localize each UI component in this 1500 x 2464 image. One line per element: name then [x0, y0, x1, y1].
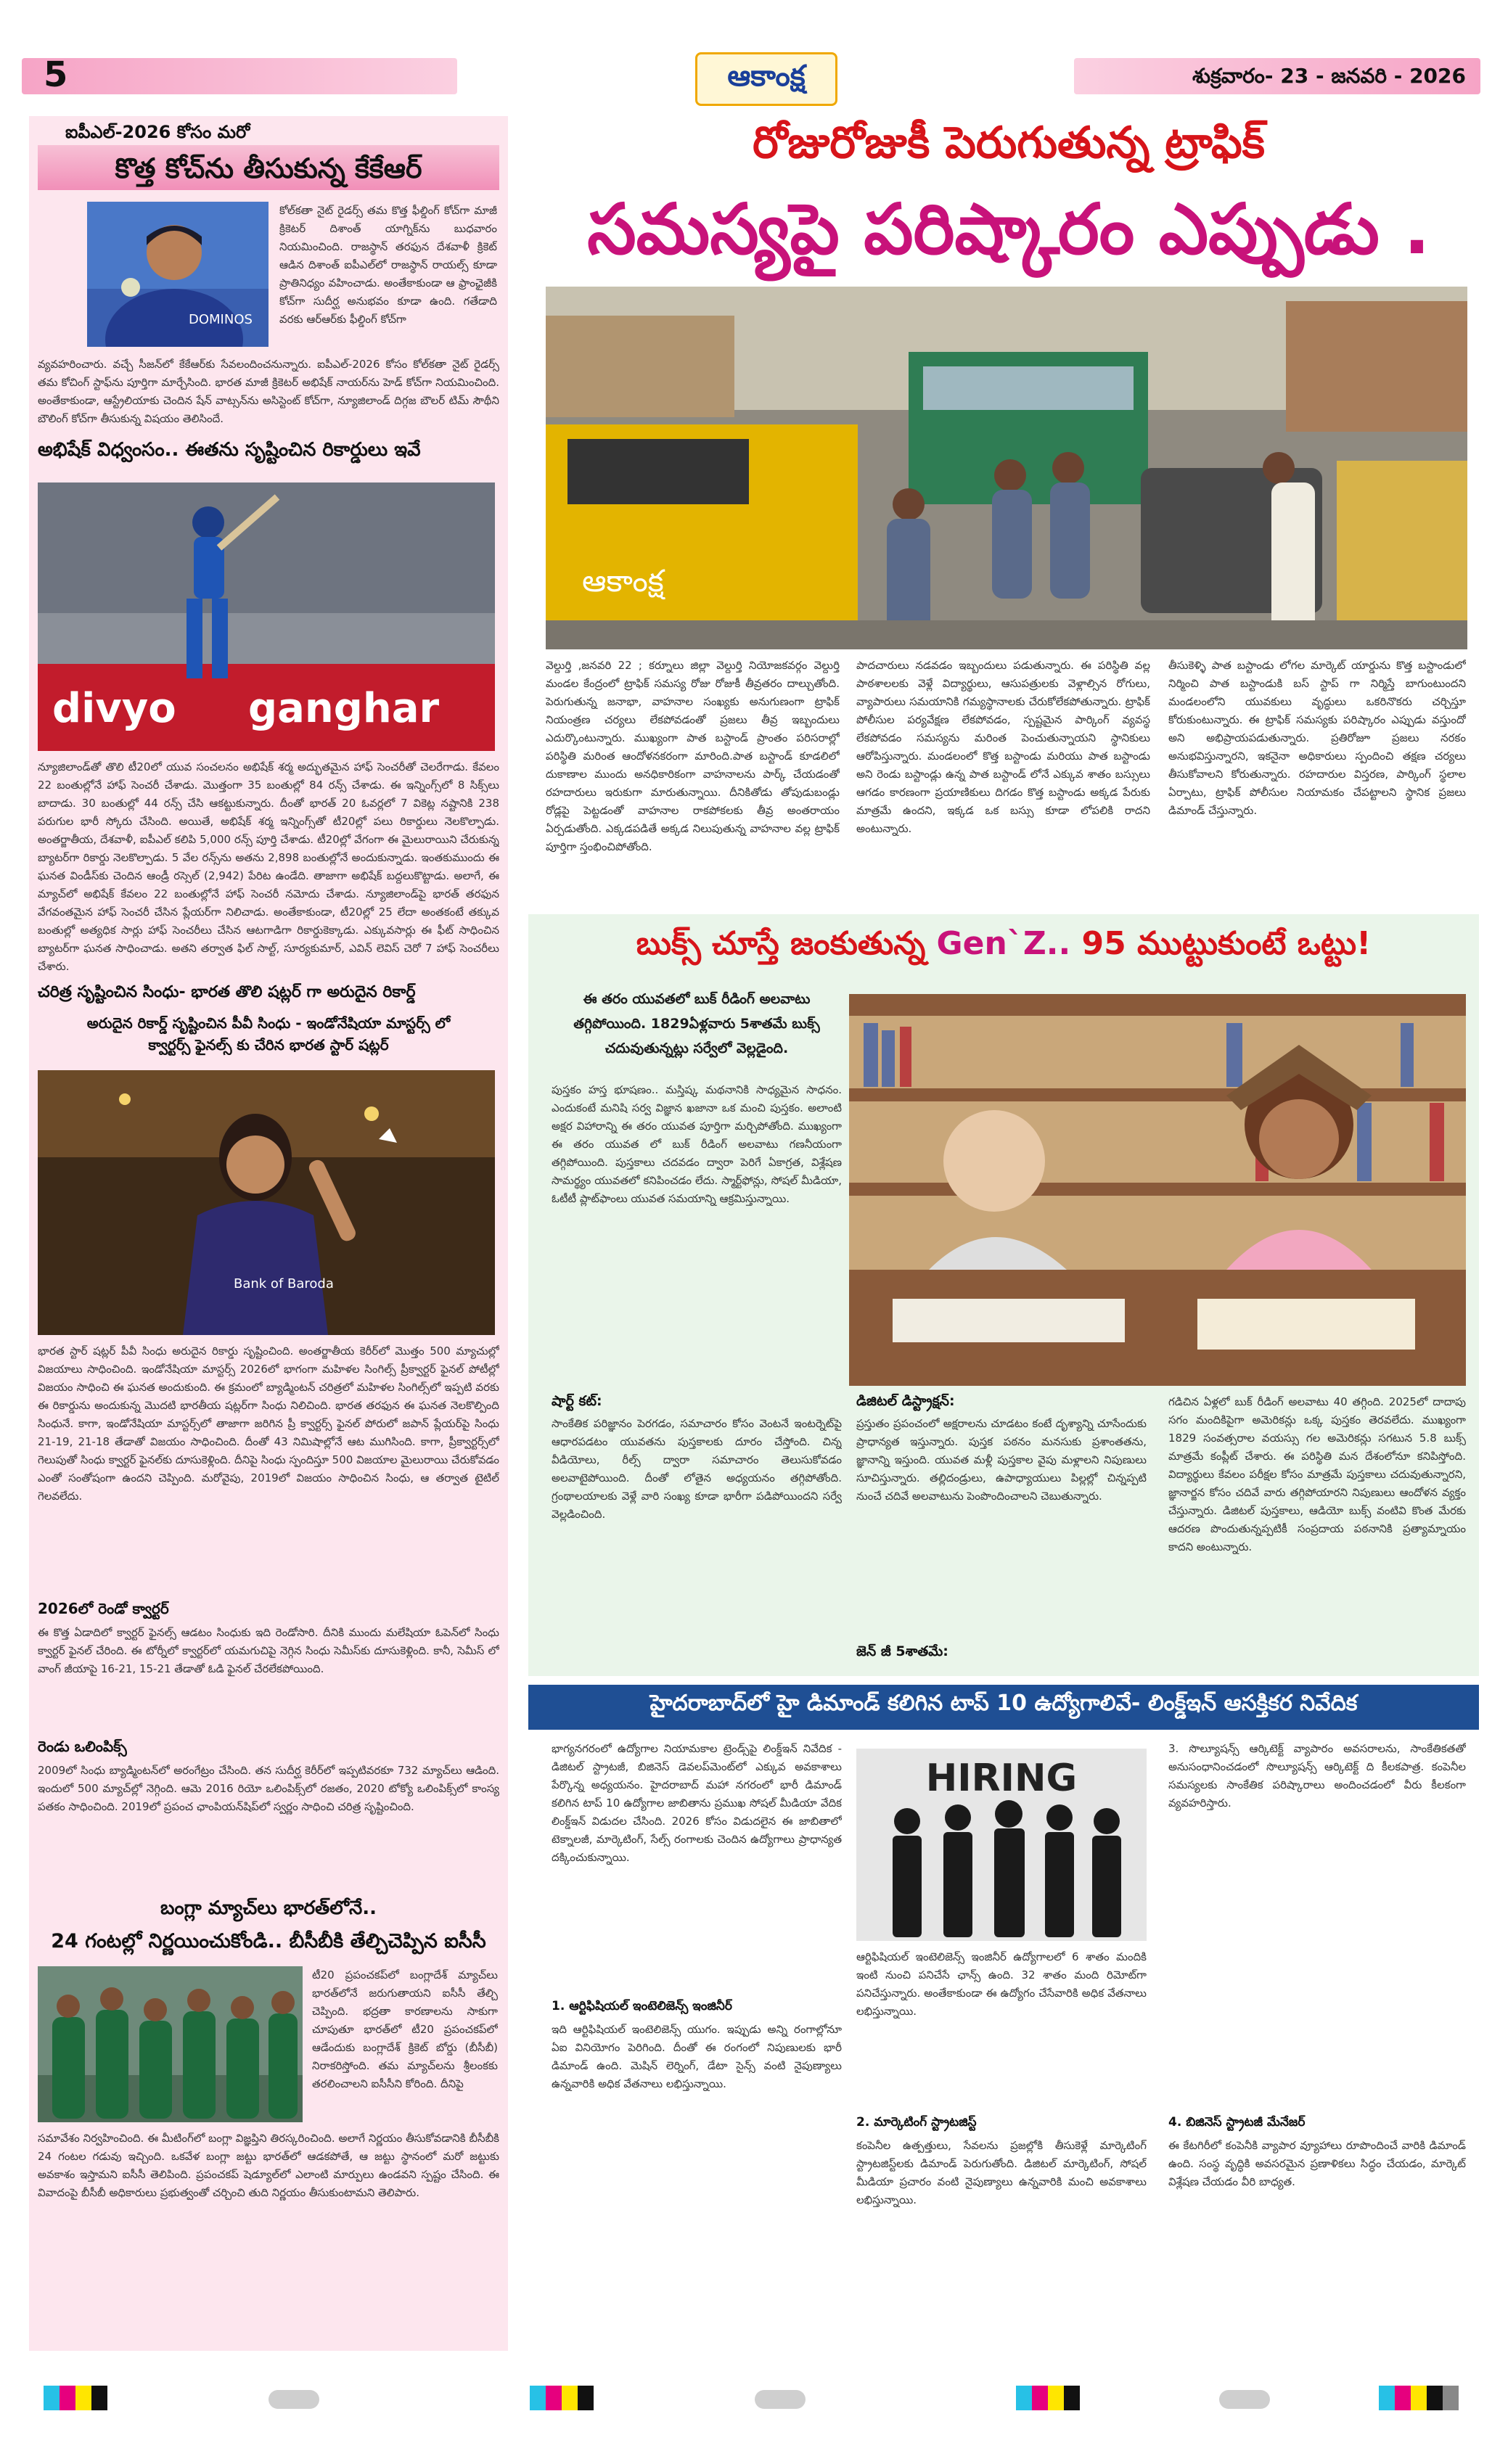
genz-student-photo [849, 994, 1466, 1386]
traffic-headline-top: రోజురోజుకీ పెరుగుతున్న ట్రాఫిక్ [753, 118, 1265, 168]
page-number-ribbon [22, 58, 457, 94]
genz-subhead-digital: డిజిటల్ డిస్ట్రాక్షన్: [856, 1393, 955, 1409]
kkr-coach-photo [87, 202, 269, 347]
genz-body: పుస్తకం హస్త భూషణం.. మస్తిష్క మథనానికి సాధ్యమైన సాధనం. ఎందుకంటే మనిషి సర్వ విజ్ఞాన ఖజానా ఒక మంచి పుస్తకం. అలాంటి అక్షర విహారాన్ని ఈ తరం యువత పూర్తిగా మర్చిపోతోంది. ముఖ్యంగా ఈ తరం యువత లో బుక్ రీడింగ్ అలవాటు గణనీయంగా తగ్గిపోయింది. పుస్తకాలు చదవడం ద్వారా పెరిగే ఏకాగ్రత, విశ్లేషణ సామర్థ్యం యువతలో కనిపించడం లేదు. స్మార్ట్‌ఫోన్లు, సోషల్ మీడియా, ఓటీటీ ప్లాట్‌ఫాంలు యువత సమయాన్ని ఆక్రమిస్తున్నాయి. [552, 1083, 842, 1205]
registration-pill-2 [755, 2390, 806, 2409]
genz-headline-part-1: బుక్స్ చూస్తే జంకుతున్న [636, 925, 937, 962]
issue-date: శుక్రవారం- 23 - జనవరి - 2026 [1192, 64, 1466, 88]
traffic-photo [546, 287, 1467, 649]
kkr-para1: కోల్‌కతా నైట్ రైడర్స్ తమ కొత్త ఫీల్డింగ్ కోచ్‌గా మాజీ క్రికెటర్ దిశాంత్ యాగ్నిక్‌ను బుధవారం నియమించింది. రాజస్థాన్ తరఫున దేశవాళీ క్రికెట్ ఆడిన దిశాంత్ ఐపీఎల్‌లో రాజస్థాన్ రాయల్స్ కూడా ప్రాతినిధ్యం వహించాడు. అంతేకాకుండా ఆ ఫ్రాంఛైజీకి కోచ్‌గా సుదీర్ఘ అనుభవం కూడా ఉంది. గతేడాది వరకు ఆర్ఆర్‌కు ఫీల్డింగ్ కోచ్‌గా [279, 204, 497, 326]
abhishek-batting-photo [38, 482, 495, 751]
color-registration-bar-2 [530, 2386, 594, 2410]
kkr-kicker: ఐపీఎల్-2026 కోసం మరో [65, 122, 250, 142]
genz-headline-part-3: 95 ముట్టుకుంటే ఒట్టు! [1070, 925, 1372, 962]
abhishek-body: న్యూజిలాండ్‌తో తొలి టీ20లో యువ సంచలనం అభిషేక్ శర్మ అద్భుతమైన హాఫ్ సెంచరీతో చెలరేగాడు. కేవలం 22 బంతుల్లోనే హాఫ్ సెంచరీ చేశాడు. మొత్తంగా 35 బంతుల్లో 84 రన్స్ చేశాడు. ఈ ఇన్నింగ్స్‌లో 8 సిక్స్‌లు బాదాడు. 30 బంతుల్లో 44 రన్స్ చేసి ఆకట్టుకున్నారు. దీంతో భారత్ 20 ఓవర్లలో 7 వికెట్ల నష్టానికి 238 పరుగుల భారీ స్కోరు చేసింది. అయితే, అభిషేక్ శర్మ ఇన్నింగ్స్‌తో టీ20ల్లో పలు రికార్డులు నెలకొల్పాడు. అంతర్జాతీయ, దేశవాళీ, ఐపీఎల్ కలిపి 5,000 రన్స్ పూర్తి చేశాడు. టీ20ల్లో వేగంగా ఈ మైలురాయిని చేరుకున్న బ్యాటర్‌గా రికార్డు నెలకొల్పాడు. 5 వేల రన్స్‌ను అతను 2,898 బంతుల్లోనే అందుకున్నాడు. ఇంతకుముందు ఈ ఘనత విండీస్‌కు చెందిన ఆండ్రీ రస్సెల్ (2,942) పేరిట ఉండేది. తాజాగా అభిషేక్ బద్దలుకొట్టాడు. అలాగే, ఈ మ్యాచ్‌లో అభిషేక్ కేవలం 22 బంతుల్లోనే హాఫ్ సెంచరీ నమోదు చేశాడు. న్యూజిలాండ్‌పై భారత్ తరఫున వేగవంతమైన హాఫ్ సెంచరీ చేసిన ప్లేయర్‌గా నిలిచాడు. అంతేకాకుండా, టీ20ల్లో 25 లేదా అంతకంటే తక్కువ బంతుల్లో అత్యధిక సార్లు హాఫ్ సెంచరీలు చేసిన ఆటగాడిగా రికార్డుకెక్కాడు. ఎక్కువసార్లు ఈ ఫీట్ సాధించిన బ్యాటర్‌గా ఘనత సాధించాడు. అతని తర్వాత ఫిల్ సాల్ట్, సూర్యకుమార్, ఎవిన్ లెవిస్ చెరో 7 హాఫ్ సెంచరీలు చేశారు. [38, 760, 499, 973]
abhishek-headline: అభిషేక్ విధ్వంసం.. ఈతను సృష్టించిన రికార్డులు ఇవే [38, 439, 421, 461]
genz-subhead-5percent: జెన్ జీ 5శాతమే: [856, 1643, 948, 1659]
bangladesh-team-photo [38, 1966, 303, 2122]
jobs-col-1: భాగ్యనగరంలో ఉద్యోగాల నియామకాల ట్రెండ్స్‌పై లింక్డ్ఇన్ నివేదిక - డిజిటల్ స్ట్రాటజీ, బిజినెస్ డెవలప్‌మెంట్‌లో ఎక్కువ అవకాశాలు పేర్కొన్న అధ్యయనం. హైదరాబాద్ మహా నగరంలో భారీ డిమాండ్ కలిగిన టాప్ 10 ఉద్యోగాల జాబితాను ప్రముఖ సోషల్ మీడియా వేదిక లింక్డ్ఇన్ విడుదల చేసింది. 2026 కోసం విడుదలైన ఈ జాబితాలో టెక్నాలజీ, మార్కెటింగ్, సేల్స్ రంగాలకు చెందిన ఉద్యోగాలు ప్రాధాన్యత దక్కించుకున్నాయి. [552, 1742, 842, 1864]
sindhu-body-3: 2009లో సింధు బ్యాడ్మింటన్‌లో అరంగేట్రం చేసింది. తన సుదీర్ఘ కెరీర్‌లో ఇప్పటివరకూ 732 మ్యాచ్‌లు ఆడింది. ఇందులో 500 మ్యాచ్‌ల్లో నెగ్గింది. ఆమె 2016 రియో ఒలింపిక్స్‌లో రజతం, 2020 టోక్యో ఒలింపిక్స్‌లో కాంస్య పతకం సాధించింది. 2019లో ప్రపంచ ఛాంపియన్‌షిప్‌లో స్వర్ణం సాధించి చరిత్ర సృష్టించింది. [38, 1764, 499, 1813]
logo-text: ఆకాంక్ష [727, 59, 806, 93]
jobs-col-2b: కంపెనీల ఉత్పత్తులు, సేవలను ప్రజల్లోకి తీసుకెళ్లే మార్కెటింగ్ స్ట్రాటజిస్ట్‌లకు డిమాండ్ పెరుగుతోంది. డిజిటల్ మార్కెటింగ్, సోషల్ మీడియా ప్రచారం వంటి నైపుణ్యాలు ఉన్నవారికి మంచి అవకాశాలు లభిస్తున్నాయి. [856, 2139, 1147, 2206]
sindhu-subhead-2: క్వార్టర్స్ ఫైనల్స్ కు చేరిన భారత స్టార్ షట్లర్ [148, 1036, 389, 1054]
color-registration-bar-1 [44, 2386, 107, 2410]
registration-pill-3 [1219, 2390, 1270, 2409]
sindhu-subhead-1: అరుదైన రికార్డ్ సృష్టించిన పీవీ సింధు - ఇండోనేషియా మాస్టర్స్ లో [86, 1014, 451, 1032]
jobs-col-3: 3. సొల్యూషన్స్ ఆర్కిటెక్ట్ వ్యాపారం అవసరాలను, సాంకేతికతతో అనుసంధానించడంలో సొల్యూషన్స్ ఆర్కిటెక్ట్ ది కీలకపాత్ర. కంపెనీల సమస్యలకు సాంకేతిక పరిష్కారాలు అందించడంలో వీరు కీలకంగా వ్యవహరిస్తారు. [1168, 1742, 1466, 1810]
color-registration-bar-4 [1379, 2386, 1459, 2410]
abhishek-photo-text-2: ganghar [248, 685, 440, 732]
jobs-item-2: 2. మార్కెటింగ్ స్ట్రాటజిస్ట్ [856, 2115, 977, 2130]
sindhu-headline: చరిత్ర సృష్టించిన సింధు- భారత తొలి షట్లర్ గా అరుదైన రికార్డ్ [38, 983, 416, 1001]
kkr-headline: కొత్త కోచ్‌ను తీసుకున్న కేకేఆర్ [115, 152, 422, 184]
sindhu-body-2: ఈ కొత్త ఏడాదిలో క్వార్టర్ ఫైనల్స్ ఆడటం సింధుకు ఇది రెండోసారి. దీనికి ముందు మలేషియా ఓపెన్‌లో సింధు క్వార్టర్ ఫైనల్ చేరింది. ఈ టోర్నీలో క్వార్టర్‌లో యమగుచిపై నెగ్గిన సింధు సెమీస్‌కు దూసుకెళ్లింది. కానీ, సెమీస్ లో వాంగ్ జీయాపై 16-21, 15-21 తేడాతో ఓడి ఫైనల్ చేరలేకపోయింది. [38, 1626, 499, 1675]
bangladesh-headline: 24 గంటల్లో నిర్ణయించుకోండి.. బీసీబీకి తేల్చిచెప్పిన ఐసీసీ [51, 1930, 486, 1952]
hiring-image-text: HIRING [925, 1757, 1078, 1800]
traffic-headline-main: సమస్యపై పరిష్కారం ఎప్పుడు . [587, 189, 1430, 270]
abhishek-photo-text-1: divyo [52, 685, 176, 732]
kkr-photo-text: DOMINOS [189, 312, 253, 327]
jobs-headline: హైదరాబాద్‌లో హై డిమాండ్ కలిగిన టాప్ 10 ఉద్యోగాలివే- లింక్డ్ఇన్ ఆసక్తికర నివేదిక [649, 1691, 1358, 1716]
jobs-item-1: 1. ఆర్టిఫిషియల్ ఇంటెలిజెన్స్ ఇంజినీర్ [552, 1999, 732, 2013]
jobs-col-1b: ఇది ఆర్టిఫిషియల్ ఇంటెలిజెన్స్ యుగం. ఇప్పుడు అన్ని రంగాల్లోనూ ఏఐ వినియోగం పెరిగింది. దీంతో ఈ రంగంలో నిపుణులకు భారీ డిమాండ్ ఉంది. మెషిన్ లెర్నింగ్, డేటా సైన్స్ వంటి నైపుణ్యాలు ఉన్నవారికి అధిక వేతనాలు లభిస్తున్నాయి. [552, 2023, 842, 2090]
sindhu-body: భారత స్టార్ షట్లర్ పీవీ సింధు అరుదైన రికార్డు సృష్టించింది. అంతర్జాతీయ కెరీర్‌లో మొత్తం 500 మ్యాచుల్లో విజయాలు సాధించింది. ఇండోనేషియా మాస్టర్స్ 2026లో భాగంగా మహిళల సింగిల్స్ ప్రీక్వార్టర్ ఫైనల్ పోటీల్లో విజయం సాధించి ఈ ఘనత అందుకుంది. ఈ క్రమంలో బ్యాడ్మింటన్ చరిత్రలో మహిళల సింగిల్స్‌లో ఇప్పటి వరకు ఈ రికార్డును అందుకున్న మొదటి భారతీయ షట్లర్‌గా సింధు నిలిచింది. భారత తరఫున ఈ ఘనత నెలకొల్పింది సింధునే. కాగా, ఇండోనేషియా మాస్టర్స్‌లో తాజాగా జరిగిన ప్రీ క్వార్టర్స్ ఫైనల్ పోరులో జపాన్ ప్లేయర్‌పై సింధు 21-19, 21-18 తేడాతో విజయం సాధించింది. దీంతో 43 నిమిషాల్లోనే ఆట ముగిసింది. కాగా, ప్రీక్వార్టర్స్‌లో గెలుపుతో సింధు క్వార్టర్ ఫైనల్‌కు దూసుకెళ్లింది. దీనిపై సింధు స్పందిస్తూ 500 విజయాల మైలురాయి చేరుకోవడం ఎంతో సంతోషంగా ఉందని చెప్పింది. మరోవైపు, 2019లో విజయం సాధించిన సింధు, ఆ తర్వాత టైటిల్ గెలవలేదు. [38, 1344, 499, 1503]
genz-headline [528, 925, 1479, 970]
traffic-col-2: పాదచారులు నడవడం ఇబ్బందులు పడుతున్నారు. ఈ పరిస్థితి వల్ల పాఠశాలలకు వెళ్లే విద్యార్థులు, ఆసుపత్రులకు వెళ్లాల్సిన రోగులు, వ్యాపారులు సమయానికి గమ్యస్థానాలకు చేరుకోలేకపోతున్నారు. ట్రాఫిక్ పోలీసుల పర్యవేక్షణ లేకపోవడం, స్పష్టమైన పార్కింగ్ వ్యవస్థ లేకపోవడం సమస్యను మరింత పెంచుతున్నాయని స్థానికులు ఆరోపిస్తున్నారు. మండలంలో కొత్త బస్టాండు మరియు పాత బస్టాండు అని రెండు బస్టాండ్లు ఉన్న పాత బస్టాండ్ లోనే ఎక్కువ శాతం బస్సులు ఆగడం కారణంగా ప్రయాణికులు దిగడం కొత్త బస్టాండు అక్కడ పేరుకు మాత్రమే ఉందని, ఇక్కడ ఒక బస్సు కూడా లోపలికి రాదని అంటున్నారు. [856, 659, 1150, 835]
bangladesh-kicker: బంగ్లా మ్యాచ్‌లు భారత్‌లోనే.. [160, 1897, 377, 1919]
sindhu-photo-text: Bank of Baroda [234, 1276, 334, 1291]
genz-body-3: ప్రస్తుతం ప్రపంచంలో అక్షరాలను చూడటం కంటే దృశ్యాన్ని చూసేందుకు ప్రాధాన్యత ఇస్తున్నారు. పుస్తక పఠనం మనసుకు ప్రశాంతతను, జ్ఞానాన్ని ఇస్తుంది. యువత మళ్లీ పుస్తకాల వైపు మళ్లాలని నిపుణులు సూచిస్తున్నారు. తల్లిదండ్రులు, ఉపాధ్యాయులు పిల్లల్లో చిన్నప్పటి నుంచే చదివే అలవాటును పెంపొందించాలని చెబుతున్నారు. [856, 1417, 1147, 1503]
sindhu-subheading: 2026లో రెండో క్వార్టర్ [38, 1600, 169, 1617]
genz-lead: ఈ తరం యువతలో బుక్ రీడింగ్ అలవాటు తగ్గిపోయింది. 1829ఏళ్లవారు 5శాతమే బుక్స్ చదువుతున్నట్లు సర్వేలో వెల్లడైంది. [573, 991, 820, 1056]
registration-pill-1 [269, 2390, 319, 2409]
kkr-para2: వ్యవహరించారు. వచ్చే సీజన్‌లో కేకేఆర్‌కు సేవలందించనున్నారు. ఐపీఎల్-2026 కోసం కోల్‌కతా నైట్ రైడర్స్ తమ కోచింగ్ స్టాఫ్‌ను పూర్తిగా మార్చేసింది. భారత మాజీ క్రికెటర్ అభిషేక్ నాయర్‌ను హెడ్ కోచ్‌గా నియమించింది. అంతేకాకుండా, ఆస్ట్రేలియాకు చెందిన షేన్ వాట్సన్‌ను అసిస్టెంట్ కోచ్‌గా, న్యూజిలాండ్ దిగ్గజ బౌలర్ టిమ్ సౌథీని బౌలింగ్ కోచ్‌గా తీసుకున్న విషయం తెలిసిందే. [38, 358, 499, 425]
genz-body-2: సాంకేతిక పరిజ్ఞానం పెరగడం, సమాచారం కోసం వెంటనే ఇంటర్నెట్‌పై ఆధారపడటం యువతను పుస్తకాలకు దూరం చేస్తోంది. చిన్న వీడియోలు, రీల్స్ ద్వారా సమాచారం తెలుసుకోవడం అలవాటైపోయింది. దీంతో లోతైన అధ్యయనం తగ్గిపోతోంది. గ్రంథాలయాలకు వెళ్లే వారి సంఖ్య కూడా భారీగా పడిపోయిందని సర్వే వెల్లడించింది. [552, 1417, 842, 1521]
traffic-col-1: వెల్దుర్తి ,జనవరి 22 ; కర్నూలు జిల్లా వెల్దుర్తి నియోజకవర్గం వెల్దుర్తి మండల కేంద్రంలో ట్రాఫిక్ సమస్య రోజు రోజుకీ తీవ్రతరం దాల్చుతోంది. పెరుగుతున్న జనాభా, వాహనాల సంఖ్యకు అనుగుణంగా ట్రాఫిక్ నియంత్రణ చర్యలు లేకపోవడంతో ప్రజలు తీవ్ర ఇబ్బందులు ఎదుర్కొంటున్నారు. ముఖ్యంగా పాత బస్టాండ్ ప్రాంతం పరిసరాల్లో పరిస్థితి మరింత ఆందోళనకరంగా మారింది.పాత బస్టాండ్ కూడలిలో దుకాణాల ముందు అనధికారికంగా వాహనాలను పార్క్ చేయడంతో రహదారులు ఇరుకుగా మారుతున్నాయి. దీనికితోడు తోపుడుబండ్లు రోడ్లపై పెట్టడంతో వాహనాల రాకపోకలకు తీవ్ర అంతరాయం ఏర్పడుతోంది. ఎక్కడపడితే అక్కడ నిలుపుతున్న వాహనాల వల్ల ట్రాఫిక్ పూర్తిగా స్తంభించిపోతోంది. [546, 659, 840, 853]
color-registration-bar-3 [1016, 2386, 1080, 2410]
page-header [0, 0, 1500, 109]
svg-text:ఆకాంక్ష: ఆకాంక్ష [582, 563, 664, 599]
traffic-col-3: తీసుకెళ్ళి పాత బస్టాండు లోగల మార్కెట్ యార్డును కొత్త బస్టాండులో నిర్మించి పాత బస్టాండుకి బస్ స్టాప్ గా నిర్మిస్తే బాగుంటుందని మండలంలోని యువకులు వృద్ధులు ఒకరినొకరు చర్చిస్తూ కోరుకుంటున్నారు. ఈ ట్రాఫిక్ సమస్యకు పరిష్కారం ఎప్పుడు వస్తుందో అని అభిప్రాయపడుతున్నారు. ప్రతిరోజూ ప్రజలు నరకం అనుభవిస్తున్నారని, ఇకనైనా అధికారులు స్పందించి తక్షణ చర్యలు తీసుకోవాలని కోరుతున్నారు. రహదారుల విస్తరణ, పార్కింగ్ స్థలాల ఏర్పాటు, ట్రాఫిక్ పోలీసుల నియామకం చేపట్టాలని స్థానిక ప్రజలు డిమాండ్ చేస్తున్నారు. [1168, 659, 1466, 817]
sindhu-subheading-2: రెండు ఒలింపిక్స్ [38, 1738, 127, 1755]
jobs-col-2: ఆర్టిఫిషియల్ ఇంటెలిజెన్స్ ఇంజినీర్ ఉద్యోగాలలో 6 శాతం మందికి ఇంటి నుంచి పనిచేసే ఛాన్స్ ఉంది. 32 శాతం మంది రిమోట్‌గా పనిచేస్తున్నారు. అంతేకాకుండా ఈ ఉద్యోగం చేసేవారికి అధిక వేతనాలు లభిస్తున్నాయి. [856, 1950, 1147, 2018]
jobs-item-4: 4. బిజినెస్ స్ట్రాటజీ మేనేజర్ [1168, 2115, 1306, 2130]
sindhu-photo [38, 1070, 495, 1335]
bangladesh-para2: సమావేశం నిర్వహించింది. ఈ మీటింగ్‌లో బంగ్లా విజ్ఞప్తిని తిరస్కరించింది. అలాగే నిర్ణయం తీసుకోవడానికి బీసీబీకి 24 గంటల గడువు ఇచ్చింది. ఒకవేళ బంగ్లా జట్టు భారత్‌లో ఆడకపోతే, ఆ జట్టు స్థానంలో మరో జట్టుకు అవకాశం ఇస్తామని ఐసీసీ తెలిపింది. ప్రపంచకప్ షెడ్యూల్‌లో ఎలాంటి మార్పులు ఉండవని స్పష్టం చేసింది. ఈ వివాదంపై బీసీబీ అధికారులు ప్రభుత్వంతో చర్చించి తుది నిర్ణయం తీసుకుంటామని తెలిపారు. [38, 2132, 499, 2199]
bangladesh-para1: టీ20 ప్రపంచకప్‌లో బంగ్లాదేశ్ మ్యాచ్‌లు భారత్‌లోనే జరుగుతాయని ఐసీసీ తేల్చి చెప్పింది. భద్రతా కారణాలను సాకుగా చూపుతూ భారత్‌లో టీ20 ప్రపంచకప్‌లో ఆడేందుకు బంగ్లాదేశ్ క్రికెట్ బోర్డు (బీసీబీ) నిరాకరిస్తోంది. తమ మ్యాచ్‌లను శ్రీలంకకు తరలించాలని ఐసీసీని కోరింది. దీనిపై [312, 1968, 498, 2090]
hiring-image [856, 1749, 1147, 1941]
jobs-col-3b: ఈ కేటగిరీలో కంపెనీకి వ్యాపార వ్యూహాలు రూపొందించే వారికి డిమాండ్ ఉంది. సంస్థ వృద్ధికి అవసరమైన ప్రణాళికలు సిద్ధం చేయడం, మార్కెట్ విశ్లేషణ చేయడం వీరి బాధ్యత. [1168, 2139, 1466, 2188]
genz-headline-part-2: Gen`Z.. [936, 925, 1071, 962]
page-number: 5 [44, 54, 68, 95]
genz-subhead-shortcut: షార్ట్ కట్: [552, 1393, 602, 1409]
genz-right-col: గడిచిన ఏళ్లలో బుక్ రీడింగ్ అలవాటు 40 తగ్గింది. 2025లో దాదాపు సగం మందికిపైగా అమెరికన్లు ఒక్క పుస్తకం తెరవలేదు. ముఖ్యంగా 1829 సంవత్సరాల వయస్సు గల అమెరికన్లు సగటున 5.8 బుక్స్ మాత్రమే కంప్లీట్ చేశారు. ఈ పరిస్థితి మన దేశంలోనూ కనిపిస్తోంది. విద్యార్థులు కేవలం పరీక్షల కోసం మాత్రమే పుస్తకాలు చదువుతున్నారని, జ్ఞానార్జన కోసం చదివే వారు తగ్గిపోయారని నిపుణులు ఆందోళన వ్యక్తం చేస్తున్నారు. డిజిటల్ పుస్తకాలు, ఆడియో బుక్స్ వంటివి కొంత మేరకు ఆదరణ పొందుతున్నప్పటికీ సంప్రదాయ పఠనానికి ప్రత్యామ్నాయం కాదని అంటున్నారు. [1168, 1395, 1466, 1553]
